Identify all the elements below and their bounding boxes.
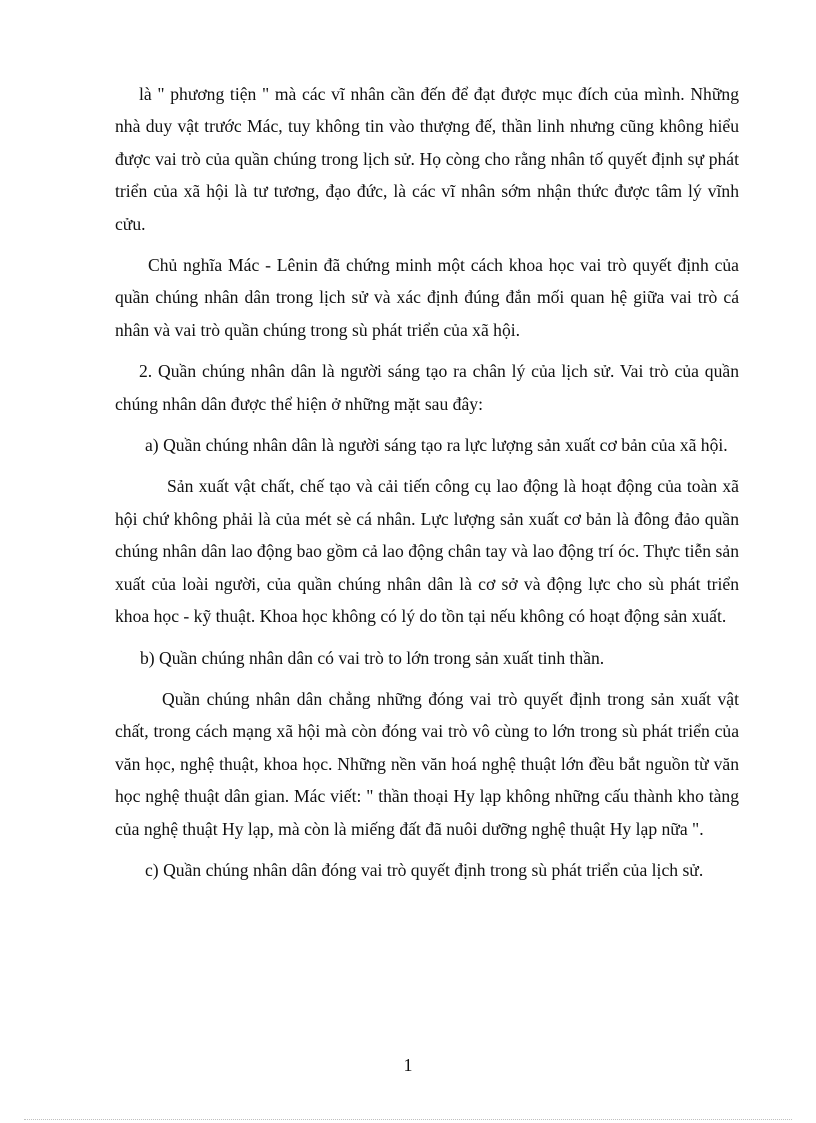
- document-page: [115, 78, 739, 895]
- paragraph-item-b: b) Quần chúng nhân dân có vai trò to lớn trong sản xuất tinh thần.: [140, 647, 605, 668]
- paragraph-spiritual-production: Quần chúng nhân dân chẳng những đóng vai trò quyết định trong sản xuất vật chất, trong cách mạng xã hội mà còn đóng vai trò vô cùng to lớn trong sù phát triển của văn học, nghệ thuật, khoa học. Những nền văn hoá nghệ thuật lớn đều bắt nguồn từ văn học nghệ thuật dân gian. Mác viết: " thần thoại Hy lạp không những cấu thành kho tàng của nghệ thuật Hy lạp, mà còn là miếng đất đã nuôi dưỡng nghệ thuật Hy lạp nữa ".: [115, 688, 739, 839]
- page-number: 1: [403, 1055, 413, 1075]
- paragraph-item-c: c) Quần chúng nhân dân đóng vai trò quyết định trong sù phát triển của lịch sử.: [145, 859, 704, 880]
- paragraph-great-men-means: là " phương tiện " mà các vĩ nhân cần đến để đạt được mục đích của mình. Những nhà duy vật trước Mác, tuy không tin vào thượng đế, thần linh nhưng cũng không hiểu được vai trò của quần chúng trong lịch sử. Họ còng cho rằng nhân tố quyết định sự phát triển của xã hội là tư tương, đạo đức, là các vĩ nhân sớm nhận thức được tâm lý vĩnh cửu.: [115, 84, 739, 234]
- paragraph-marxism-leninism: Chủ nghĩa Mác - Lênin đã chứng minh một cách khoa học vai trò quyết định của quần chúng nhân dân trong lịch sử và xác định đúng đắn mối quan hệ giữa vai trò cá nhân và vai trò quần chúng trong sù phát triển của xã hội.: [115, 255, 739, 340]
- paragraph-material-production: Sản xuất vật chất, chế tạo và cải tiến công cụ lao động là hoạt động của toàn xã hội chứ không phải là của mét sè cá nhân. Lực lượng sản xuất cơ bản là đông đảo quần chúng nhân dân lao động bao gồm cả lao động chân tay và lao động trí óc. Thực tiễn sản xuất của loài người, của quần chúng nhân dân là cơ sở và động lực cho sù phát triển khoa học - kỹ thuật. Khoa học không có lý do tồn tại nếu không có hoạt động sản xuất.: [115, 476, 739, 627]
- paragraph-item-a: a) Quần chúng nhân dân là người sáng tạo ra lực lượng sản xuất cơ bản của xã hội.: [145, 435, 728, 456]
- footer-divider: [24, 1119, 792, 1120]
- paragraph-section-2-heading: 2. Quần chúng nhân dân là người sáng tạo ra chân lý của lịch sử. Vai trò của quần chúng nhân dân được thể hiện ở những mặt sau đây:: [115, 361, 739, 414]
